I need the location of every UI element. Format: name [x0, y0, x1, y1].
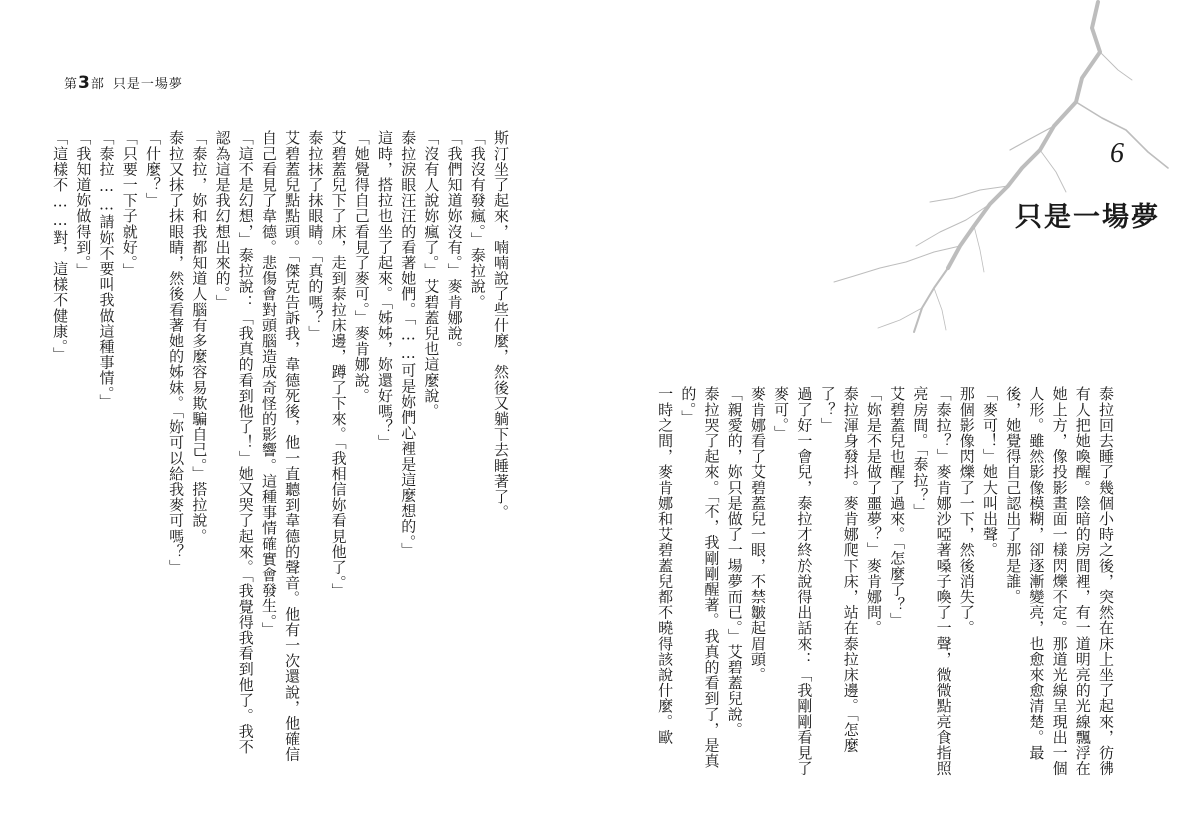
paragraph: 泰拉渾身發抖。麥肯娜爬下床，站在泰拉床邊。「怎麼了？」: [818, 386, 860, 753]
right-page: [600, 0, 1200, 839]
paragraph: 「泰拉……請妳不要叫我做這種事情。」: [97, 130, 116, 410]
paragraph: 「親愛的，妳只是做了一場夢而已。」艾碧蓋兒說。: [725, 386, 744, 738]
paragraph: 那個影像閃爍了一下，然後消失了。: [957, 386, 976, 636]
left-page-body: [48, 130, 512, 770]
paragraph: 過了好一會兒，泰拉才終於說得出話來：「我剛剛看見了麥可。」: [772, 386, 814, 776]
paragraph: 「麥可！」她大叫出聲。: [980, 386, 999, 558]
paragraph: 艾碧蓋兒下了床，走到泰拉床邊，蹲了下來。「我相信妳看見他了。」: [329, 130, 348, 599]
paragraph: 泰拉淚眼汪汪的看著她們。「……可是妳們心裡是這麼想的。」: [399, 130, 418, 558]
paragraph: 「我知道妳做得到。」: [74, 130, 93, 279]
lightning-illustration: [830, 0, 1200, 350]
part-number: 3: [78, 73, 91, 93]
paragraph: 「只要一下子就好。」: [120, 130, 139, 279]
part-suffix: 部: [90, 77, 105, 92]
paragraph: 「她覺得自己看見了麥可。」麥肯娜說。: [352, 130, 371, 404]
paragraph: 一時之間，麥肯娜和艾碧蓋兒都不曉得該說什麼。歐: [656, 386, 675, 745]
paragraph: 泰拉抹了抹眼睛。「真的嗎？」: [306, 130, 325, 341]
paragraph: 「沒有人說妳瘋了。」艾碧蓋兒也這麼說。: [422, 130, 441, 419]
paragraph: 艾碧蓋兒也醒了過來。「怎麼了？」: [888, 386, 907, 629]
chapter-title: 只是一場夢: [1015, 202, 1160, 233]
paragraph: 「泰拉，妳和我都知道人腦有多麼容易欺騙自己。」搭拉說。: [190, 130, 209, 544]
paragraph: 麥肯娜看了艾碧蓋兒一眼，不禁皺起眉頭。: [748, 386, 767, 683]
paragraph: 「什麼？」: [143, 130, 162, 208]
paragraph: 泰拉哭了起來。「不，我剛剛醒著。我真的看到了，是真的。」: [679, 386, 721, 769]
chapter-number: 6: [1110, 138, 1124, 169]
paragraph: 「這樣不……對，這樣不健康。」: [51, 130, 70, 363]
paragraph: 艾碧蓋兒點點頭。「傑克告訴我，韋德死後，他一直聽到韋德的聲音。他有一次還說，他確信自己看見了韋德。悲傷會對頭腦造成奇怪的影響。這種事情確實會發生。」: [259, 130, 302, 763]
running-head-title: 只是一場夢: [112, 77, 183, 92]
part-prefix: 第: [64, 77, 79, 92]
paragraph: 「我們知道妳沒有。」麥肯娜說。: [445, 130, 464, 357]
running-head: [64, 73, 183, 93]
paragraph: 泰拉回去睡了幾個小時之後，突然在床上坐了起來，彷彿有人把她喚醒。陰暗的房間裡，有一道明亮的光線飄浮在她上方，像投影畫面一樣閃爍不定。那道光線呈現出一個人形。雖然影像模糊，卻逐漸變亮，也愈來愈清楚。最後，她覺得自己認出了那是誰。: [1004, 386, 1115, 776]
paragraph: 斯汀坐了起來，喃喃說了些什麼，然後又躺下去睡著了。: [492, 130, 510, 520]
paragraph: 「泰拉？」麥肯娜沙啞著嗓子喚了一聲，微微點亮食指照亮房間。「泰拉？」: [911, 386, 953, 776]
paragraph: 這時，搭拉也坐了起來。「姊姊，妳還好嗎？」: [375, 130, 394, 451]
paragraph: 「這不是幻想，」泰拉說：「我真的看到他了！」她又哭了起來。「我覺得我看到他了。我不認為這是我幻想出來的。」: [213, 130, 255, 755]
right-page-body: [653, 386, 1117, 781]
paragraph: 「我沒有發瘋。」泰拉說。: [468, 130, 487, 310]
paragraph: 泰拉又抹了抹眼睛，然後看著她的姊妹。「妳可以給我麥可嗎？」: [167, 130, 186, 575]
paragraph: 「妳是不是做了噩夢？」麥肯娜問。: [864, 386, 883, 636]
